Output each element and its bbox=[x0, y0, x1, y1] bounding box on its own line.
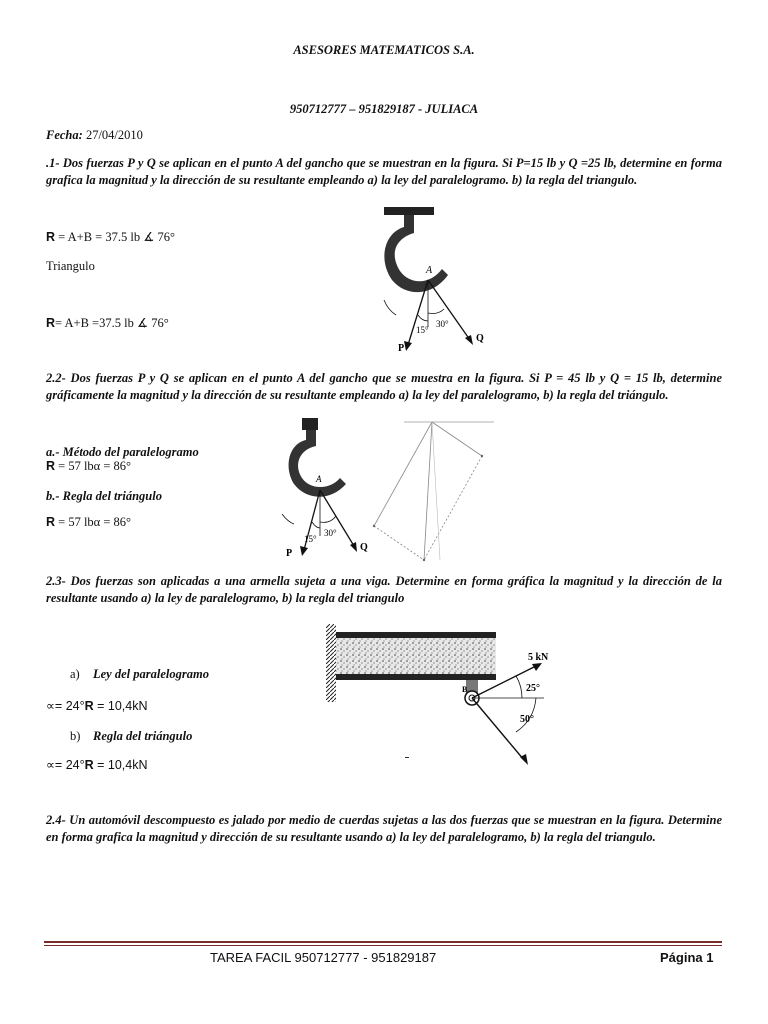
company-name: ASESORES MATEMATICOS S.A. bbox=[293, 43, 475, 57]
angle-30-label: 30° bbox=[324, 528, 337, 538]
hook-figure-1 bbox=[370, 205, 500, 355]
angle-25-label: 25° bbox=[526, 683, 540, 694]
problem3-statement: 2.3- Dos fuerzas son aplicadas a una armella sujeta a una viga. Determine en forma gráfica la magnitud y la dirección de la resultante usando a) la ley de paralelogramo, b) la regla del triangulo bbox=[46, 574, 722, 605]
force-p-label: P bbox=[286, 548, 293, 558]
force-p-label: P bbox=[398, 343, 405, 354]
stray-mark bbox=[405, 757, 409, 758]
resultant-symbol: R bbox=[84, 699, 94, 713]
item-a-marker: a) bbox=[70, 667, 80, 681]
phone-line: 950712777 – 951829187 - JULIACA bbox=[289, 102, 479, 116]
force-q-label: Q bbox=[360, 542, 368, 553]
answer-value: = 57 lbα = 86° bbox=[55, 515, 132, 529]
parallelogram-sketch bbox=[364, 414, 504, 564]
page-number: Página 1 bbox=[660, 950, 714, 965]
item-a-label: Ley del paralelogramo bbox=[93, 667, 209, 681]
problem1-answer1 bbox=[46, 229, 175, 245]
method-parallelogram-label: a.- Método del paralelogramo bbox=[46, 445, 199, 459]
resultant-symbol: R bbox=[46, 459, 56, 473]
alpha-value: ∝= 24° bbox=[46, 758, 85, 772]
angle-50-label: 50° bbox=[520, 714, 534, 725]
problem2-answer-b bbox=[46, 515, 131, 530]
problem4-statement: 2.4- Un automóvil descompuesto es jalado por medio de cuerdas sujetas a las dos fuerzas que se muestran en la figura. Determine en forma grafica la magnitud y dirección de su resultante usando a) la ley del paralelogramo, b) la regla del triangulo. bbox=[46, 813, 722, 844]
force-q-label: Q bbox=[476, 333, 484, 344]
footer-text: TAREA FACIL 950712777 - 951829187 bbox=[210, 950, 437, 965]
point-a-label: A bbox=[426, 265, 433, 276]
problem1-statement: .1- Dos fuerzas P y Q se aplican en el punto A del gancho que se muestran en la figura. Si P=15 lb y Q =25 lb, determine en forma grafica la magnitud y la dirección de su resultante empleando a) la ley del paralelogramo. b) la regla del triangulo. bbox=[46, 156, 722, 187]
resultant-symbol: R bbox=[84, 758, 94, 772]
answer-value: = 57 lbα = 86° bbox=[55, 459, 132, 473]
resultant-symbol: R bbox=[46, 230, 56, 244]
answer-value: = 10,4kN bbox=[93, 699, 148, 713]
method-triangle-label: b.- Regla del triángulo bbox=[46, 489, 162, 503]
beam-figure bbox=[322, 624, 562, 770]
date-label: Fecha: bbox=[46, 128, 83, 142]
angle-30-label: 30° bbox=[436, 319, 449, 329]
footer-rule-thin bbox=[44, 945, 722, 946]
problem3-answer-b bbox=[46, 757, 148, 772]
point-a-label: A bbox=[316, 474, 322, 484]
point-b-label: B bbox=[462, 685, 468, 694]
problem2-statement: 2.2- Dos fuerzas P y Q se aplican en el punto A del gancho que se muestra en la figura. Si P = 45 lb y Q = 15 lb, determine gráficamente la magnitud y la dirección de su resultante empleando a) la ley del paralelogramo, b) la regla del triángulo. bbox=[46, 371, 722, 402]
item-b-marker: b) bbox=[70, 729, 81, 743]
date-line bbox=[46, 127, 143, 144]
resultant-symbol: R bbox=[46, 515, 56, 529]
footer-rule-thick bbox=[44, 941, 722, 943]
force-5kn-label: 5 kN bbox=[528, 652, 549, 663]
angle-15-label: 15° bbox=[304, 534, 317, 544]
problem1-answer2 bbox=[46, 315, 169, 331]
resultant-symbol: R bbox=[46, 316, 56, 330]
triangulo-label: Triangulo bbox=[46, 259, 95, 273]
alpha-value: ∝= 24° bbox=[46, 699, 85, 713]
angle-15-label: 15° bbox=[416, 325, 429, 335]
problem3-answer-a bbox=[46, 698, 148, 713]
date-value: 27/04/2010 bbox=[85, 128, 143, 142]
answer-value: = 10,4kN bbox=[93, 758, 148, 772]
item-b-label: Regla del triángulo bbox=[93, 729, 193, 743]
answer-value: = A+B =37.5 lb ∡ 76° bbox=[55, 316, 169, 330]
problem2-answer-a bbox=[46, 459, 131, 474]
answer-value: = A+B = 37.5 lb ∡ 76° bbox=[55, 230, 176, 244]
